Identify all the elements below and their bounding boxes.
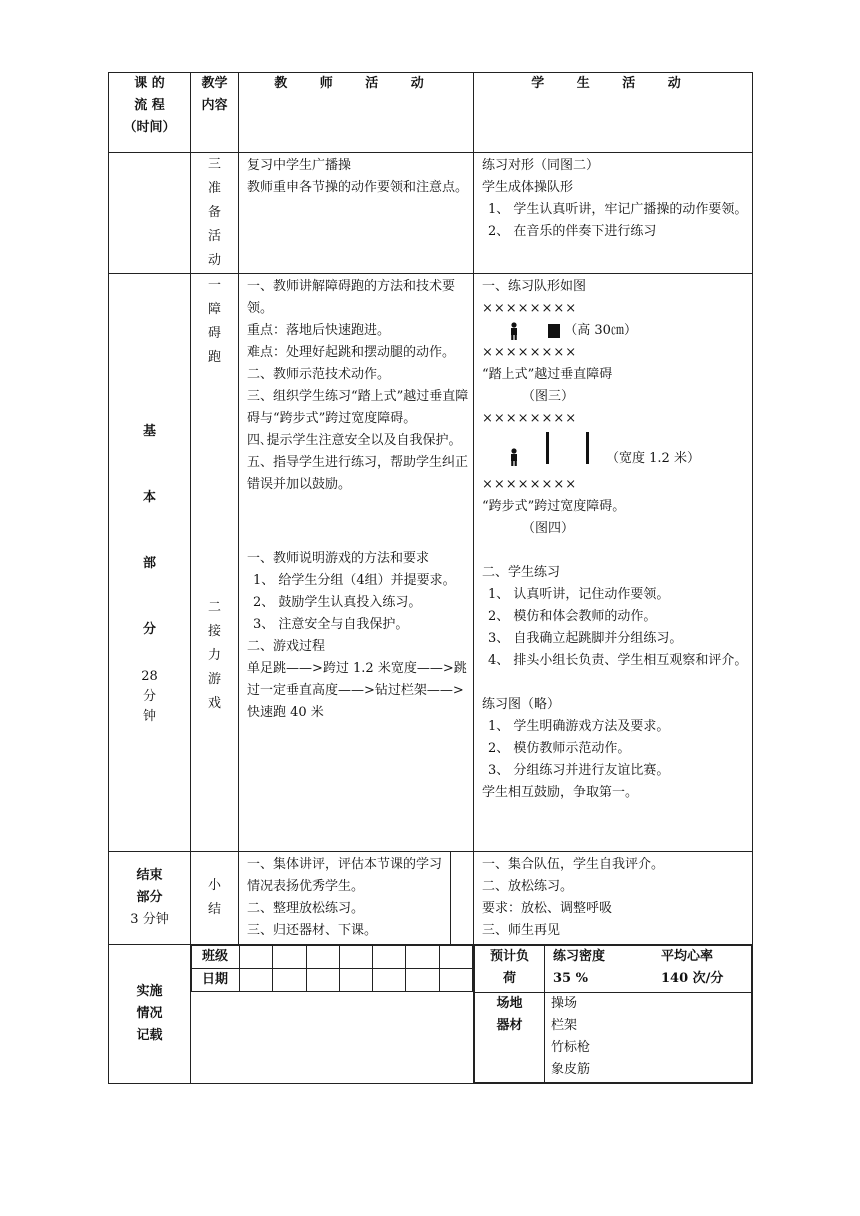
- heart-value: 140 次/分: [661, 971, 724, 986]
- load-venue-grid: [474, 945, 752, 1083]
- equipment-item: 操场: [551, 995, 578, 1011]
- end-student-line: 要求：放松、调整呼吸: [482, 901, 613, 916]
- student-formation-title: 一、练习队形如图: [482, 279, 587, 294]
- fig3-caption: “踏上式”越过垂直障碍: [482, 367, 613, 382]
- practice-item: 1、 认真听讲，记住动作要领。: [488, 587, 670, 602]
- fig4-caption: “跨步式”跨过宽度障碍。: [482, 499, 626, 514]
- header-flow-line3: （时间）: [123, 120, 176, 135]
- basic-content1-char: 跑: [207, 350, 221, 365]
- header-flow-line2: 流 程: [134, 98, 165, 113]
- date-cell[interactable]: [406, 969, 439, 992]
- block-obstacle-icon: [548, 324, 560, 338]
- basic-section-char: 基: [142, 423, 156, 439]
- width-note: （宽度 1.2 米）: [606, 451, 700, 466]
- header-flow-line1: 课 的: [134, 76, 165, 91]
- basic-time: 钟: [142, 708, 156, 724]
- prep-teacher-line: 复习中学生广播操: [247, 158, 352, 173]
- basic-content-cell: [191, 274, 239, 852]
- date-cell[interactable]: [373, 969, 406, 992]
- game-end: 学生相互鼓励，争取第一。: [482, 785, 639, 800]
- date-cell[interactable]: [306, 969, 339, 992]
- crosses-row: ××××××××: [482, 477, 578, 492]
- teacher2-line: 二、游戏过程: [247, 639, 326, 654]
- prep-teacher-cell: [239, 153, 474, 274]
- teacher1-line: 一、教师讲解障碍跑的方法和技术要领。: [247, 279, 456, 316]
- end-student-line: 二、放松练习。: [482, 879, 574, 894]
- header-student-activity: 学 生 活 动: [474, 73, 753, 153]
- practice-item: 3、 自我确立起跳脚并分组练习。: [488, 631, 683, 646]
- end-inner-divider: [450, 852, 451, 944]
- teacher2-line: 单足跳——>跨过 1.2 米宽度——>跳过一定垂直高度——>钻过栏架——>快速跑 40 米: [247, 661, 467, 720]
- basic-teacher-cell: [239, 274, 474, 852]
- date-cell[interactable]: [439, 969, 472, 992]
- basic-section-char: 分: [142, 621, 156, 637]
- teacher1-line: 四､提示学生注意安全以及自我保护。: [247, 433, 462, 448]
- header-flow-time: [109, 73, 191, 153]
- prep-content-char: 活: [207, 229, 221, 244]
- end-content-char: 结: [207, 902, 221, 917]
- class-cell[interactable]: [439, 946, 472, 969]
- load-label-cell: [475, 946, 545, 993]
- game-item: 2、 模仿教师示范动作。: [488, 741, 631, 756]
- basic-content1-char: 障: [207, 302, 221, 317]
- basic-content2-char: 二: [207, 600, 221, 615]
- prep-content-char: 准: [207, 181, 221, 196]
- prep-content-char: 动: [207, 253, 221, 268]
- person-icon: [508, 448, 520, 466]
- practice-item: 2、 模仿和体会教师的动作。: [488, 609, 657, 624]
- crosses-row: ××××××××: [482, 411, 578, 426]
- record-section-line: 情况: [136, 1006, 163, 1021]
- class-label: 班级: [192, 946, 240, 969]
- end-student-line: 三、师生再见: [482, 923, 561, 938]
- density-value: 35 %: [553, 971, 588, 986]
- prep-student-line: 练习对形（同图二）: [482, 158, 600, 173]
- fig3-label: （图三）: [522, 389, 575, 404]
- venue-label: 器材: [496, 1017, 523, 1033]
- end-teacher-cell: [239, 852, 474, 945]
- class-cell[interactable]: [273, 946, 306, 969]
- teacher1-line: 重点：落地后快速跑进。: [247, 323, 391, 338]
- teacher2-item: 1、 给学生分组（4组）并提要求。: [253, 573, 456, 588]
- class-cell[interactable]: [339, 946, 372, 969]
- prep-content-cell: [191, 153, 239, 274]
- basic-content1-char: 碍: [207, 326, 221, 341]
- equipment-item: 竹标枪: [551, 1039, 591, 1055]
- basic-row: [109, 274, 753, 852]
- header-teacher-activity: 教 师 活 动: [239, 73, 474, 153]
- density-label: 练习密度: [553, 949, 606, 964]
- load-values-cell: [545, 946, 752, 993]
- crosses-row: ××××××××: [482, 301, 578, 316]
- prep-row: [109, 153, 753, 274]
- basic-student-cell: [474, 274, 753, 852]
- end-teacher-line: 三、归还器材、下课。: [247, 923, 378, 938]
- width-obstacle-bar-icon: [546, 432, 550, 464]
- end-content-char: 小: [207, 878, 221, 893]
- class-cell[interactable]: [306, 946, 339, 969]
- record-load-venue-cell: [474, 945, 753, 1084]
- teacher1-line: 三、组织学生练习“踏上式”越过垂直障碍与“跨步式”跨过宽度障碍。: [247, 389, 469, 426]
- basic-time: 分: [142, 688, 156, 704]
- basic-content1-char: 一: [207, 278, 221, 293]
- basic-content2-char: 接: [207, 624, 221, 639]
- height-note: （高 30㎝）: [564, 323, 637, 338]
- lesson-plan-table: [108, 72, 753, 1084]
- teacher1-line: 难点：处理好起跳和摆动腿的动作。: [247, 345, 456, 360]
- basic-section-char: 部: [142, 555, 156, 571]
- prep-student-line: 学生成体操队形: [482, 180, 574, 195]
- teacher1-line: 二、教师示范技术动作。: [247, 367, 391, 382]
- teacher2-item: 3、 注意安全与自我保护。: [253, 617, 409, 632]
- prep-student-item: 1、 学生认真听讲，牢记广播操的动作要领。: [488, 202, 748, 217]
- date-cell[interactable]: [273, 969, 306, 992]
- record-section-line: 实施: [136, 984, 163, 999]
- header-row: [109, 73, 753, 153]
- record-section-cell: [109, 945, 191, 1084]
- prep-student-cell: [474, 153, 753, 274]
- end-student-line: 一、集合队伍，学生自我评介。: [482, 857, 665, 872]
- record-row: [109, 945, 753, 1084]
- practice-item: 4、 排头小组长负责、学生相互观察和评介。: [488, 653, 748, 668]
- teacher1-line: 五、指导学生进行练习，帮助学生纠正错误并加以鼓励。: [247, 455, 469, 492]
- class-date-grid: [191, 945, 473, 992]
- date-label: 日期: [192, 969, 240, 992]
- end-teacher-line: 一、集体讲评，评估本节课的学习情况表扬优秀学生。: [247, 857, 443, 894]
- prep-content-char: 三: [207, 157, 221, 172]
- prep-student-item: 2、 在音乐的伴奏下进行练习: [488, 224, 657, 239]
- venue-label-cell: [475, 992, 545, 1082]
- prep-content-char: 备: [207, 205, 221, 220]
- venue-label: 场地: [496, 995, 523, 1011]
- header-content-line2: 内容: [201, 98, 228, 113]
- header-content: [191, 73, 239, 153]
- equipment-item: 象皮筋: [551, 1061, 591, 1077]
- end-content-cell: [191, 852, 239, 945]
- equipment-cell: [545, 992, 752, 1082]
- load-label: 荷: [502, 971, 516, 986]
- prep-teacher-line: 教师重申各节操的动作要领和注意点。: [247, 180, 469, 195]
- teacher2-line: 一、教师说明游戏的方法和要求: [247, 551, 430, 566]
- game-item: 3、 分组练习并进行友谊比赛。: [488, 763, 670, 778]
- date-cell[interactable]: [240, 969, 273, 992]
- class-cell[interactable]: [240, 946, 273, 969]
- teacher2-item: 2、 鼓励学生认真投入练习。: [253, 595, 422, 610]
- basic-content2-char: 力: [207, 648, 221, 663]
- date-cell[interactable]: [339, 969, 372, 992]
- prep-section-cell: [109, 153, 191, 274]
- basic-section-char: 本: [142, 489, 156, 505]
- width-obstacle-bar-icon: [586, 432, 590, 464]
- equipment-item: 栏架: [551, 1017, 578, 1033]
- basic-time: 28: [141, 668, 158, 684]
- end-section-cell: [109, 852, 191, 945]
- record-class-date-cell: [191, 945, 474, 1084]
- load-label: 预计负: [489, 949, 529, 964]
- basic-content2-char: 游: [207, 672, 221, 687]
- header-content-line1: 教学: [201, 76, 228, 91]
- heart-label: 平均心率: [661, 949, 714, 964]
- basic-section-cell: [109, 274, 191, 852]
- record-section-line: 记载: [136, 1028, 163, 1043]
- basic-content2-char: 戏: [207, 696, 221, 711]
- end-row: [109, 852, 753, 945]
- fig4-label: （图四）: [522, 521, 575, 536]
- end-section-time: 3 分钟: [130, 912, 169, 927]
- person-icon: [508, 322, 520, 340]
- class-cell[interactable]: [406, 946, 439, 969]
- crosses-row: ××××××××: [482, 345, 578, 360]
- end-section-line: 部分: [136, 890, 163, 905]
- end-section-line: 结束: [136, 868, 163, 883]
- end-teacher-line: 二、整理放松练习。: [247, 901, 365, 916]
- end-student-cell: [474, 852, 753, 945]
- practice-title: 二、学生练习: [482, 565, 561, 580]
- game-title: 练习图（略）: [482, 697, 561, 712]
- class-cell[interactable]: [373, 946, 406, 969]
- game-item: 1、 学生明确游戏方法及要求。: [488, 719, 670, 734]
